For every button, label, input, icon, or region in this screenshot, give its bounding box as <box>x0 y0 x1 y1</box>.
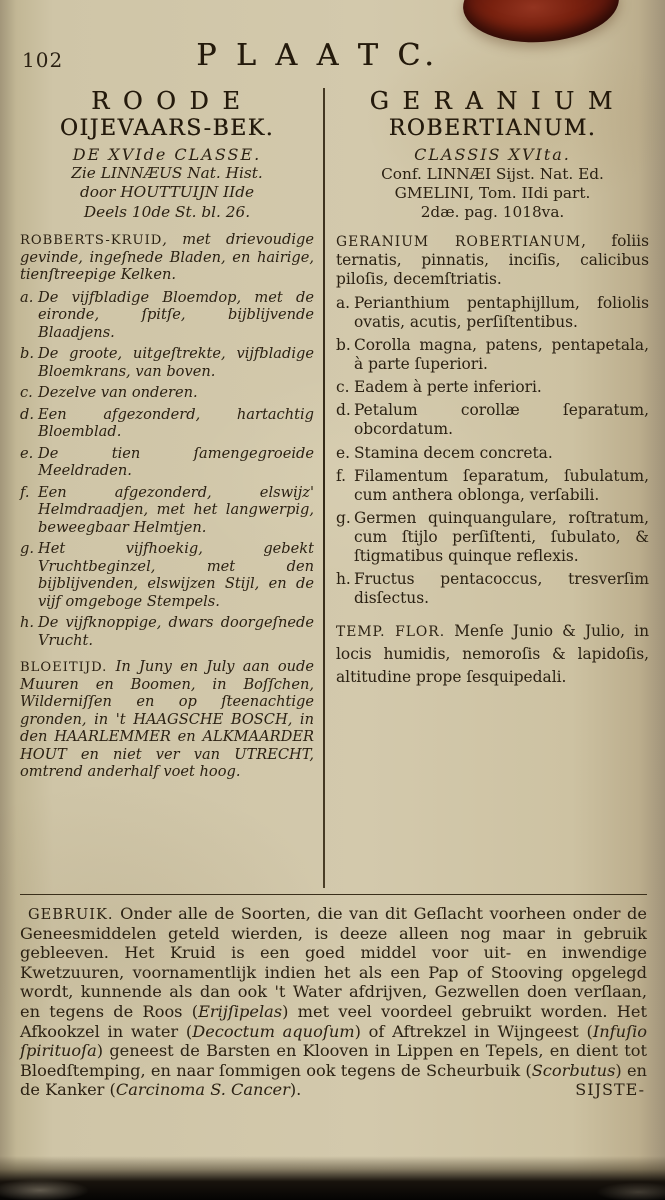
right-class-line: CLASSIS XVIta. <box>414 144 571 164</box>
catchword: SIJSTE- <box>575 1079 645 1099</box>
list-item: g. Het vijfhoekig, gebekt Vruchtbeginzel, met den bijblijvenden, elswijzen Stijl, en de vijf omgeboge Stempels. <box>20 540 314 610</box>
left-intro-paragraph: ROBBERTS-KRUID, met drievoudige gevinde, ingeſnede Bladen, en hairige, tienſtreepige Kelken. <box>20 230 314 284</box>
list-item: a. De vijfbladige Bloemdop, met de eironde, ſpitſe, bijblijvende Blaadjens. <box>20 288 314 341</box>
list-item: e. Stamina decem concreta. <box>336 443 553 462</box>
page-number: 102 <box>22 48 64 72</box>
list-item: f. Een afgezonderd, elswijz' Helmdraadjen, met het langwerpig, beweegbaar Helmtjen. <box>20 483 314 536</box>
right-reference-line3: 2dæ. pag. 1018va. <box>420 203 565 222</box>
list-item: d. Petalum corollæ ſeparatum, obcordatum. <box>336 401 649 439</box>
right-reference-line1: Conf. LINNÆI Sijst. Nat. Ed. <box>381 164 604 183</box>
two-column-body <box>20 88 649 888</box>
scan-bottom-edge <box>0 1156 665 1200</box>
left-class-line: DE XVIde CLASSE. <box>72 144 262 164</box>
flowering-time-label: TEMP. FLOR. <box>336 624 446 641</box>
left-title-line1: R O O D E <box>91 87 243 115</box>
right-intro-paragraph: GERANIUM ROBERTIANUM, foliis ternatis, pinnatis, inciſis, calicibus piloſis, decemſtriatis. <box>336 231 649 288</box>
left-title-line2: OIJEVAARS-BEK. <box>59 115 275 141</box>
list-item: a. Perianthium pentaphijllum, foliolis ovatis, acutis, perſiſtentibus. <box>336 293 649 331</box>
list-item: h. De vijfknoppige, dwars doorgeſnede Vrucht. <box>20 614 314 649</box>
list-item: c. Eadem à perte inferiori. <box>336 378 542 397</box>
list-item: c. Dezelve van onderen. <box>20 384 198 402</box>
left-reference-line1: Zie LINNÆUS Nat. Hist. <box>71 164 263 183</box>
bloom-time-paragraph: BLOEITIJD. In Juny en July aan oude Muuren en Boomen, in Boſſchen, Wilderniſſen en op ſteenachtige gronden, in 't HAAGSCHE BOSCH, in den HAARLEMMER en ALKMAARDER HOUT en niet ver van UTRECHT, omtrend anderhalf voet hoog. <box>20 658 314 781</box>
bloom-time-label: BLOEITIJD. <box>20 660 108 676</box>
right-title-line2: ROBERTIANUM. <box>388 115 597 141</box>
species-name-latin: GERANIUM ROBERTIANUM <box>336 233 582 250</box>
right-title-line1: G E R A N I U M <box>369 87 616 115</box>
left-reference-line3: Deels 10de St. bl. 26. <box>83 202 251 221</box>
list-item: b. Corolla magna, patens, pentapetala, à parte ſuperiori. <box>336 336 649 374</box>
usage-section <box>20 894 647 1100</box>
right-reference-line2: GMELINI, Tom. IIdi part. <box>394 183 591 202</box>
flowering-time-paragraph: TEMP. FLOR. Menſe Junio & Julio, in locis humidis, nemoroſis & lapidoſis, altitudine prope ſesquipedali. <box>336 622 649 686</box>
list-item: h. Fructus pentacoccus, tresverſim disſectus. <box>336 570 649 608</box>
list-item: b. De groote, uitgeſtrekte, vijfbladige Bloemkrans, van boven. <box>20 345 314 380</box>
plate-title: P L A A T C. <box>196 38 439 73</box>
left-reference-line2: door HOUTTUIJN IIde <box>79 183 255 202</box>
right-column <box>325 88 649 888</box>
species-name-dutch: ROBBERTS-KRUID <box>20 232 163 248</box>
usage-paragraph: GEBRUIK. Onder alle de Soorten, die van dit Geſlacht voorheen onder de Geneesmiddelen geteld wierden, is deeze alleen nog maar in gebruik gebleeven. Het Kruid is een goed middel voor uit- en inwendige Kwetzuuren, voornamentlijk indien het als een Pap of Stooving opgelegd wordt, kunnende als dan ook 't Water afdrijven, Gezwellen doen verſlaan, en tegens de Roos (Erijſipelas) met veel voordeel gebruikt worden. Het Afkookzel in water (Decoctum aquoſum) of Aftrekzel in Wijngeest (Infuſio ſpirituoſa) geneest de Barsten en Klooven in Lippen en Tepels, en dient tot Bloedſtemping, en naar ſommigen ook tegens de Scheurbuik (Scorbutus) en de Kanker (Carcinoma S. Cancer). <box>20 904 648 1100</box>
list-item: d. Een afgezonderd, hartachtig Bloemblad. <box>20 405 314 441</box>
list-item: g. Germen quinquangulare, roſtratum, cum ſtijlo perſiſtenti, ſubulato, & ſtigmatibus quinque reflexis. <box>336 508 649 565</box>
left-column <box>20 88 323 888</box>
usage-label: GEBRUIK. <box>28 906 114 923</box>
page-header <box>0 38 665 78</box>
list-item: f. Filamentum ſeparatum, ſubulatum, cum anthera oblonga, verſabili. <box>336 466 649 504</box>
list-item: e. De tien ſamengegroeide Meeldraden. <box>20 444 314 480</box>
